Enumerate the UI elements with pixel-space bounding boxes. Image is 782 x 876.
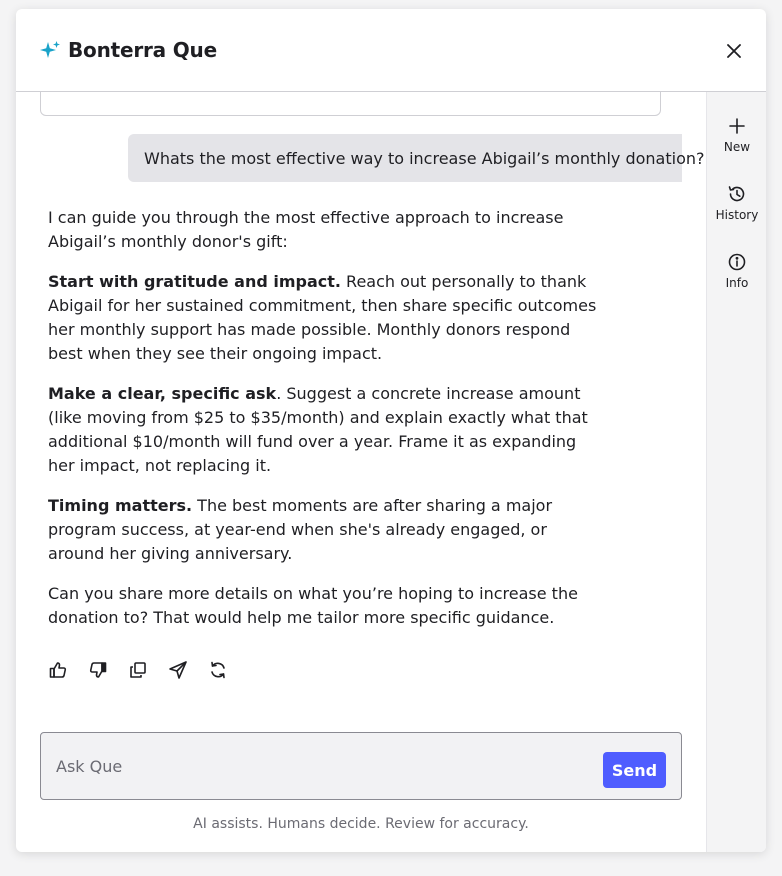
copy-icon[interactable] — [128, 660, 148, 680]
answer-point-heading: Start with gratitude and impact. — [48, 272, 341, 291]
rail-item-history[interactable] — [707, 184, 766, 222]
plus-icon — [727, 116, 747, 136]
answer-point — [48, 270, 598, 366]
rail-item-label: Info — [725, 276, 749, 290]
sparkle-icon — [38, 39, 62, 63]
ask-que-input[interactable] — [41, 733, 601, 799]
answer-point-text: The best moments are after sharing a major program success, at year-end when she's already engaged, or around her giving anniversary. — [48, 496, 553, 563]
previous-message-box — [40, 92, 661, 116]
user-message: Whats the most effective way to increase Abigail’s monthly donation? — [128, 134, 682, 182]
answer-intro: I can guide you through the most effective approach to increase Abigail’s monthly donor's gift: — [48, 208, 564, 251]
share-icon[interactable] — [168, 660, 188, 680]
thumbs-down-icon[interactable] — [88, 660, 108, 680]
answer-point-text: . Suggest a concrete increase amount (like moving from $25 to $35/month) and explain exactly what that additional $10/month will fund over a year. Frame it as expanding her impact, not replacing it. — [48, 384, 588, 475]
rail-item-label: History — [715, 208, 759, 222]
answer-point-text: Reach out personally to thank Abigail for her sustained commitment, then share specific outcomes her monthly support has made possible. Monthly donors respond best when they see their ongoing impact. — [48, 272, 597, 363]
close-button[interactable] — [722, 39, 746, 63]
regenerate-icon[interactable] — [208, 660, 228, 680]
panel-header — [16, 9, 766, 92]
rail-item-info[interactable] — [707, 252, 766, 290]
close-icon — [727, 44, 741, 58]
rail-item-label: New — [723, 140, 751, 154]
message-actions — [48, 660, 228, 680]
side-rail — [706, 92, 766, 852]
ai-disclaimer: AI assists. Humans decide. Review for accuracy. — [193, 816, 529, 832]
answer-point — [48, 382, 598, 478]
answer-point — [48, 494, 598, 566]
chat-area[interactable] — [16, 92, 706, 732]
assistant-answer — [48, 206, 598, 646]
answer-point-heading: Timing matters. — [48, 496, 193, 515]
que-panel — [16, 9, 766, 852]
info-icon — [727, 252, 747, 272]
rail-item-new[interactable] — [707, 116, 766, 154]
answer-point-heading: Make a clear, specific ask — [48, 384, 277, 403]
ask-que-composer — [40, 732, 682, 800]
answer-closing: Can you share more details on what you’re hoping to increase the donation to? That would help me tailor more specific guidance. — [48, 584, 578, 627]
panel-title: Bonterra Que — [68, 38, 217, 62]
thumbs-up-icon[interactable] — [48, 660, 68, 680]
history-icon — [727, 184, 747, 204]
send-button[interactable]: Send — [603, 752, 666, 788]
